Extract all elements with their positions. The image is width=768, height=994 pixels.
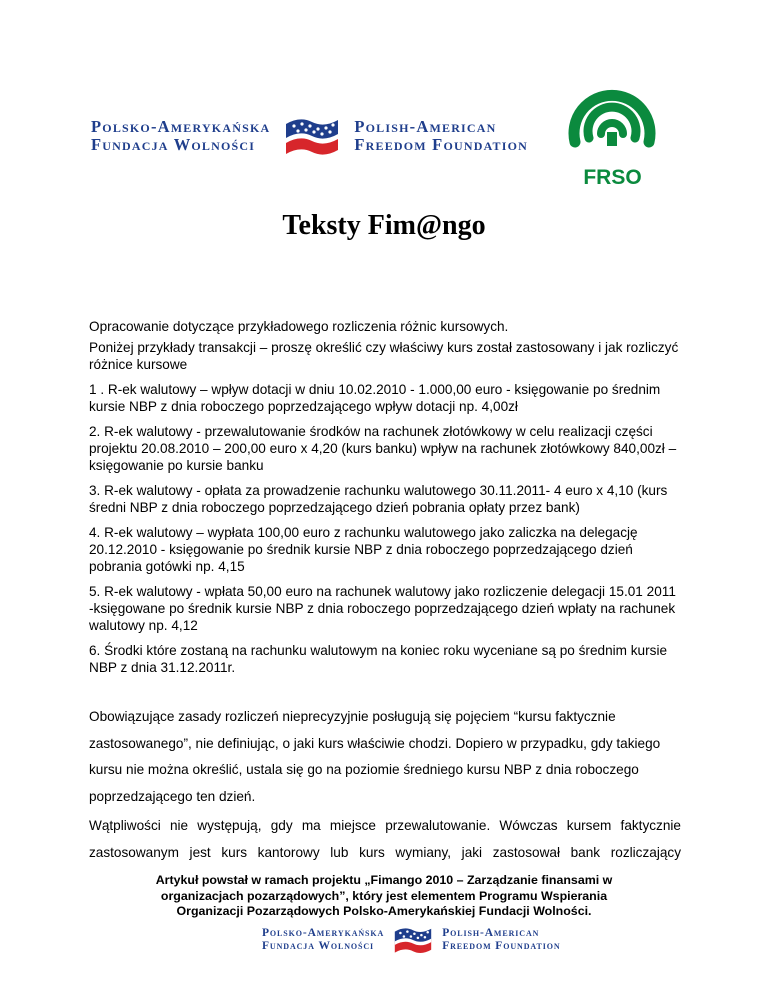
- frso-logo-text: FRSO: [583, 166, 642, 189]
- intro-line-2: Poniżej przykłady transakcji – proszę określić czy właściwy kurs został zastosowany i jak rozliczyć różnice kursowe: [89, 340, 679, 372]
- paragraph-doubts: Wątpliwości nie występują, gdy ma miejsce przewalutowanie. Wówczas kursem faktycznie zastosowanym jest kurs kantorowy lub kurs wymiany, jaki zastosował bank rozliczający: [89, 818, 681, 860]
- pafw-english-name: Polish-American Freedom Foundation: [354, 116, 529, 154]
- list-item: 5. R-ek walutowy - wpłata 50,00 euro na rachunek walutowy jako rozliczenie delegacji 15.01 2011 -księgowane po średnik kursie NBP z dnia roboczego poprzedzającego dzień wpłaty na rachunek walutowy np. 4,12: [89, 584, 676, 633]
- list-item: 1 . R-ek walutowy – wpływ dotacji w dniu 10.02.2010 - 1.000,00 euro - księgowanie po średnim kursie NBP z dnia roboczego poprzedzającego wpływ dotacji np. 4,00zł: [89, 382, 661, 414]
- list-item: 4. R-ek walutowy – wypłata 100,00 euro z rachunku walutowego jako zaliczka na delegację 20.12.2010 - księgowanie po średnik kursie NBP z dnia roboczego poprzedzającego dzień pobrania gotówki np. 4,15: [89, 525, 638, 574]
- pafw-english-name: Polish-American Freedom Foundation: [442, 927, 561, 952]
- frso-logo: [555, 80, 670, 190]
- footer-pafw-logo: [262, 924, 561, 956]
- flag-emblem-icon: [282, 114, 342, 158]
- footer-note: Artykuł powstał w ramach projektu „Fimango 2010 – Zarządzanie finansami w organizacjach pozarządowych”, który jest elementem Programu Wspierania Organizacji Pozarządowych Polsko-Amerykańskiej Fundacji Wolności.: [155, 873, 613, 918]
- document-body: [89, 318, 681, 866]
- pafw-polish-name: Polsko-Amerykańska Fundacja Wolności: [262, 927, 385, 952]
- pafw-logo: [91, 114, 528, 158]
- list-item: 2. R-ek walutowy - przewalutowanie środków na rachunek złotówkowy w celu realizacji części projektu 20.08.2010 – 200,00 euro x 4,20 (kurs banku) wpływ na rachunek złotówkowy 840,00zł – księgowanie po kursie banku: [89, 424, 677, 473]
- paragraph-rules: Obowiązujące zasady rozliczeń nieprecyzyjnie posługują się pojęciem “kursu faktycznie zastosowanego”, nie definiując, o jaki kurs właściwie chodzi. Dopiero w przypadku, gdy takiego kursu nie można określić, ustala się go na poziomie średniego kursu NBP z dnia roboczego poprzedzającego ten dzień.: [89, 709, 661, 804]
- list-item: 3. R-ek walutowy - opłata za prowadzenie rachunku walutowego 30.11.2011- 4 euro x 4,10 (kurs średni NBP z dnia roboczego poprzedzającego dzień pobrania opłaty przez bank): [89, 483, 668, 515]
- intro-line-1: Opracowanie dotyczące przykładowego rozliczenia różnic kursowych.: [89, 319, 509, 334]
- page-title: Teksty Fim@ngo: [282, 210, 486, 241]
- flag-emblem-icon: [392, 924, 434, 956]
- list-item: 6. Środki które zostaną na rachunku walutowym na koniec roku wyceniane są po średnim kursie NBP z dnia 31.12.2011r.: [89, 643, 668, 675]
- pafw-polish-name: Polsko-Amerykańska Fundacja Wolności: [91, 116, 271, 154]
